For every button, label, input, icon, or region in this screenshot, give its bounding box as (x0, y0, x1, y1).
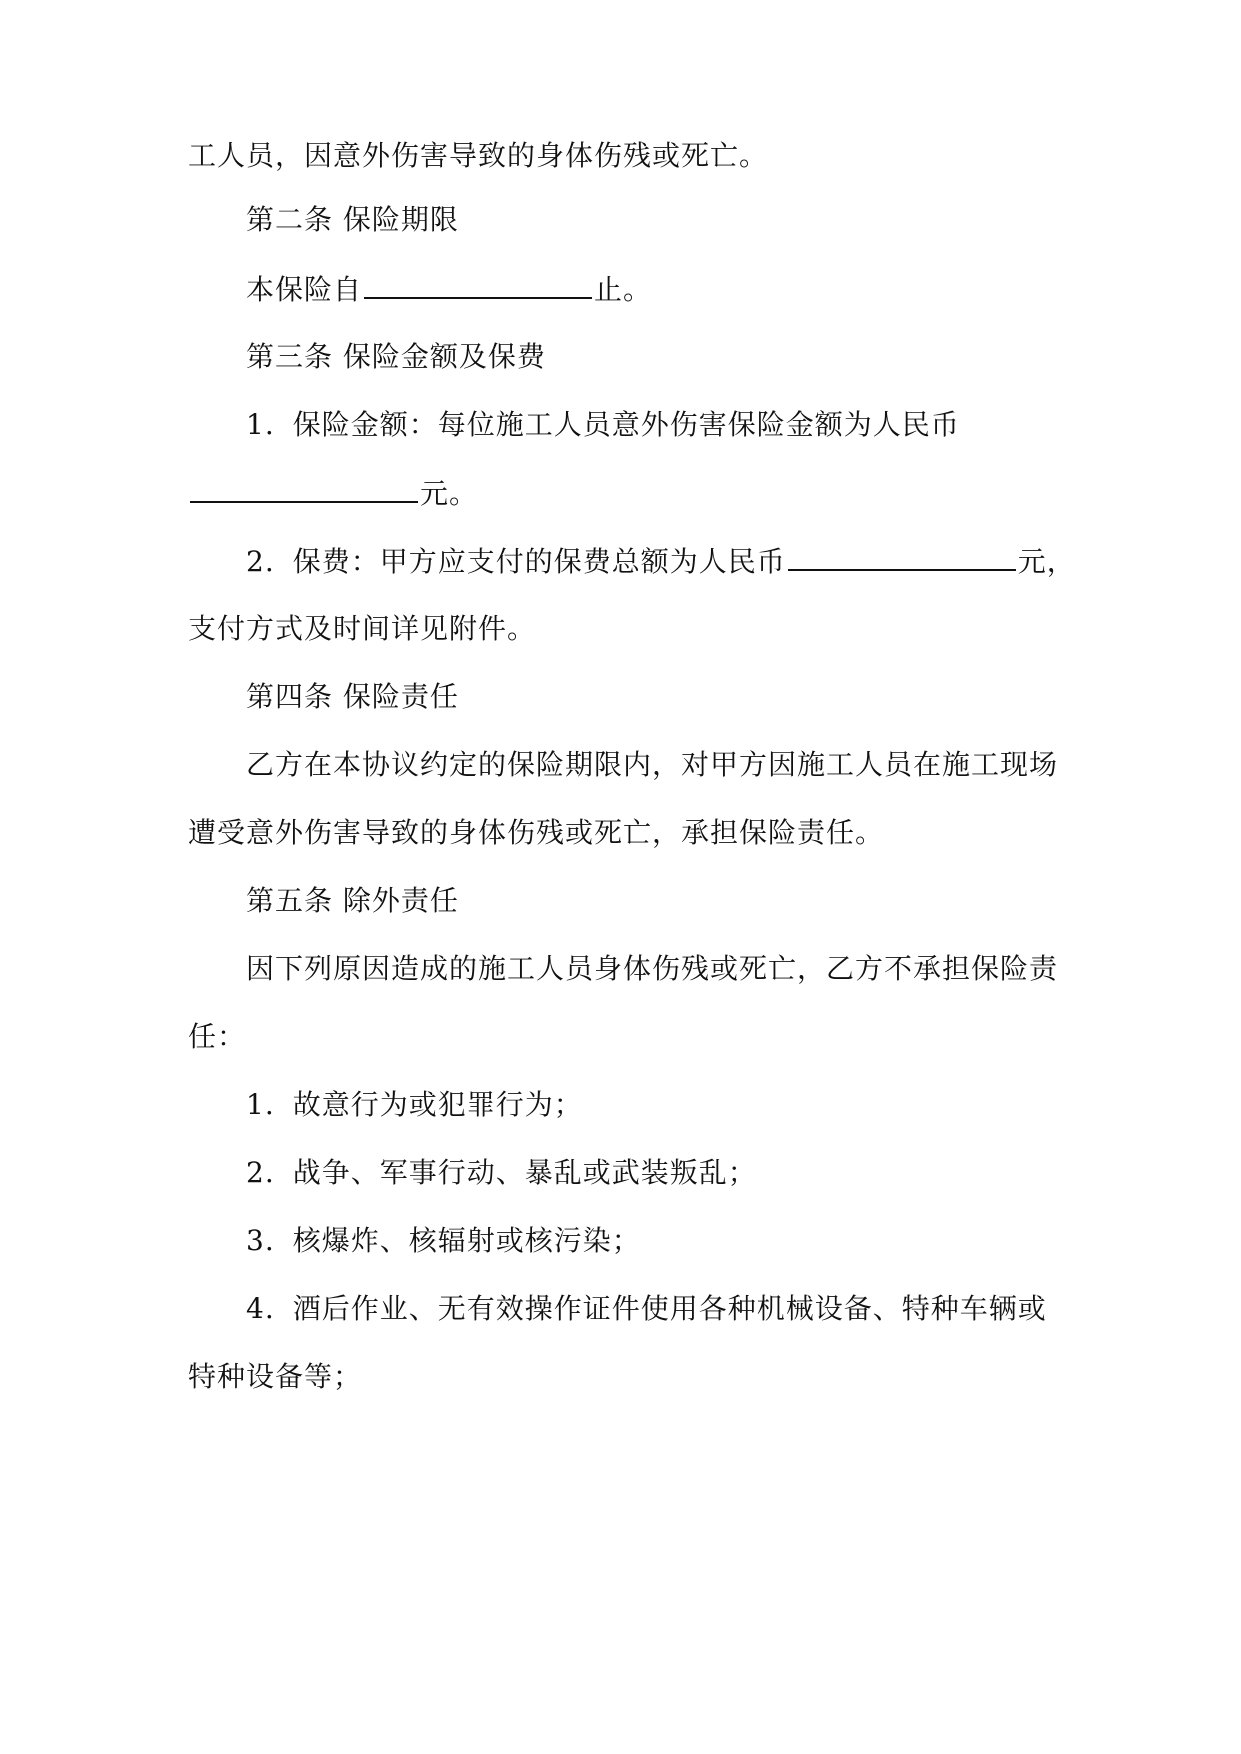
paragraph-text: 本保险自 (246, 273, 363, 306)
paragraph-text: 特种设备等； (188, 1360, 363, 1393)
article-2-text (246, 271, 652, 308)
paragraph-text: 工人员，因意外伤害导致的身体伤残或死亡。 (188, 139, 769, 172)
item-number: 4. (246, 1292, 275, 1325)
paragraph-text: 乙方在本协议约定的保险期限内，对甲方因施工人员在施工现场 (246, 748, 1059, 781)
fill-in-blank[interactable] (364, 271, 592, 299)
item-number: 1. (246, 1088, 275, 1121)
article-3-item-2-continuation (188, 611, 536, 647)
item-number: 2. (246, 545, 275, 578)
paragraph-text: 止。 (594, 273, 653, 306)
article-4-text-continuation (188, 815, 884, 851)
article-3-item-1-continuation (188, 475, 478, 512)
paragraph-text: 任： (188, 1020, 247, 1053)
paragraph-text: 遭受意外伤害导致的身体伤残或死亡，承担保险责任。 (188, 816, 885, 849)
paragraph-continuation (188, 138, 768, 174)
article-5-item-2 (246, 1155, 757, 1191)
article-3-item-2 (246, 543, 1076, 580)
article-5-text-continuation (188, 1019, 246, 1055)
article-5-item-4-continuation (188, 1359, 362, 1395)
heading-text: 第三条 保险金额及保费 (246, 340, 546, 373)
paragraph-text: 元， (1017, 545, 1076, 578)
paragraph-text: 核爆炸、核辐射或核污染； (292, 1224, 641, 1257)
paragraph-text: 故意行为或犯罪行为； (292, 1088, 583, 1121)
fill-in-blank[interactable] (788, 543, 1016, 571)
item-number: 3. (246, 1224, 275, 1257)
paragraph-text: 酒后作业、无有效操作证件使用各种机械设备、特种车辆或 (292, 1292, 1047, 1325)
article-4-text (246, 747, 1058, 783)
item-number: 1. (246, 408, 275, 441)
article-5-item-4 (246, 1291, 1047, 1327)
fill-in-blank[interactable] (190, 475, 418, 503)
article-5-text (246, 951, 1058, 987)
heading-text: 第二条 保险期限 (246, 203, 459, 236)
article-5-heading (246, 883, 459, 919)
article-5-item-1 (246, 1087, 583, 1123)
paragraph-text: 支付方式及时间详见附件。 (188, 612, 537, 645)
paragraph-text: 因下列原因造成的施工人员身体伤残或死亡，乙方不承担保险责 (246, 952, 1059, 985)
paragraph-text: 元。 (420, 477, 479, 510)
heading-text: 第五条 除外责任 (246, 884, 459, 917)
paragraph-text: 保险金额：每位施工人员意外伤害保险金额为人民币 (292, 408, 960, 441)
article-3-item-1 (246, 407, 960, 443)
article-3-heading (246, 339, 546, 375)
paragraph-text: 战争、军事行动、暴乱或武装叛乱； (292, 1156, 757, 1189)
article-5-item-3 (246, 1223, 641, 1259)
article-4-heading (246, 679, 459, 715)
item-number: 2. (246, 1156, 275, 1189)
article-2-heading (246, 202, 459, 238)
heading-text: 第四条 保险责任 (246, 680, 459, 713)
paragraph-text: 保费：甲方应支付的保费总额为人民币 (292, 545, 786, 578)
